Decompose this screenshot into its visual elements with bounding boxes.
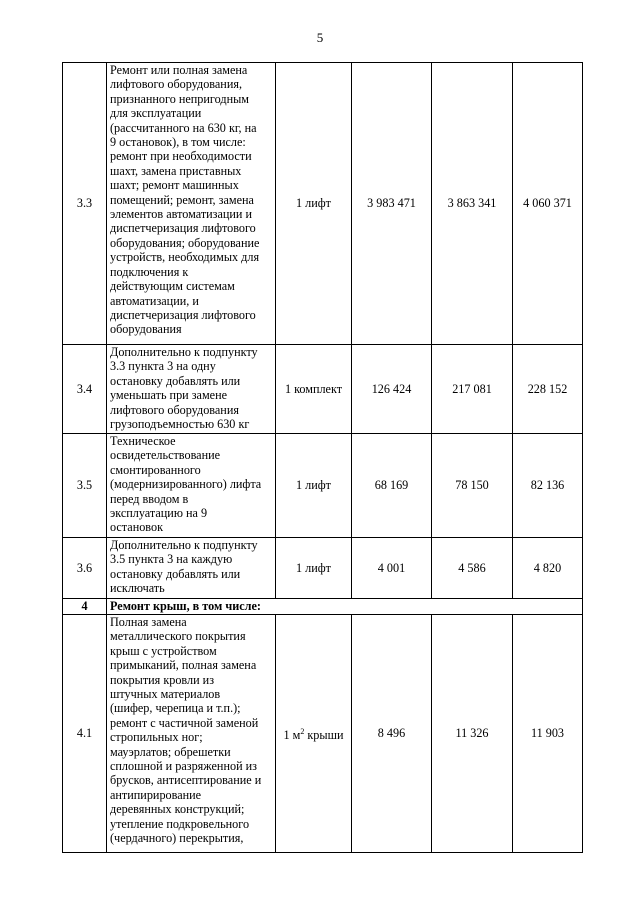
desc-line: оборудования; оборудование (110, 235, 260, 250)
desc-line: исключать (110, 581, 165, 596)
row-value-2: 217 081 (432, 345, 513, 434)
unit-suffix: крыши (304, 727, 344, 742)
desc-line: диспетчеризация лифтового (110, 221, 256, 236)
desc-line: 3.5 пункта 3 на каждую (110, 552, 233, 567)
desc-line: элементов автоматизации и (110, 207, 253, 222)
row-description (107, 63, 276, 345)
desc-line: деревянных конструкций; (110, 802, 245, 817)
section-title: Ремонт крыш, в том числе: (107, 599, 583, 615)
table-row (63, 434, 583, 538)
row-description (107, 345, 276, 434)
desc-line: шахт, замена приставных (110, 163, 242, 178)
desc-line: (шифер, черепица и т.п.); (110, 701, 241, 716)
row-unit: 1 лифт (276, 434, 352, 538)
row-value-1: 68 169 (352, 434, 432, 538)
desc-line: уменьшать при замене (110, 388, 228, 403)
desc-line: (чердачного) перекрытия, (110, 831, 244, 846)
desc-line: смонтированного (110, 462, 201, 477)
row-number: 4.1 (63, 615, 107, 853)
desc-line: оборудования (110, 322, 182, 337)
desc-line: устройств, необходимых для (110, 250, 260, 265)
row-description (107, 538, 276, 599)
desc-line: металлического покрытия (110, 629, 246, 644)
table-row (63, 63, 583, 345)
section-row (63, 599, 583, 615)
row-number: 3.5 (63, 434, 107, 538)
desc-line: перед вводом в (110, 491, 189, 506)
desc-line: остановку добавлять или (110, 373, 241, 388)
row-number: 3.6 (63, 538, 107, 599)
row-description (107, 615, 276, 853)
rates-table (62, 62, 583, 853)
desc-line: лифтового оборудования (110, 402, 239, 417)
desc-line: эксплуатацию на 9 (110, 506, 208, 521)
row-value-1: 8 496 (352, 615, 432, 853)
row-value-3: 228 152 (513, 345, 583, 434)
desc-line: шахт; ремонт машинных (110, 178, 239, 193)
row-unit: 1 лифт (276, 63, 352, 345)
section-number: 4 (63, 599, 107, 615)
desc-line: подключения к (110, 264, 189, 279)
desc-line: диспетчеризация лифтового (110, 307, 256, 322)
desc-line: сплошной и разряженной из (110, 759, 257, 774)
desc-line: штучных материалов (110, 687, 221, 702)
desc-line: автоматизации, и (110, 293, 199, 308)
row-number: 3.4 (63, 345, 107, 434)
unit-superscript: 2 (300, 726, 305, 736)
desc-line: 9 остановок), в том числе: (110, 135, 246, 150)
row-unit (276, 615, 352, 853)
desc-line: ремонт с частичной заменой (110, 715, 259, 730)
row-value-3: 11 903 (513, 615, 583, 853)
row-value-3: 4 820 (513, 538, 583, 599)
row-number: 3.3 (63, 63, 107, 345)
desc-line: Ремонт или полная замена (110, 63, 248, 77)
desc-line: примыканий, полная замена (110, 658, 257, 673)
desc-line: для эксплуатации (110, 106, 202, 121)
desc-line: 3.3 пункта 3 на одну (110, 359, 216, 374)
row-value-1: 4 001 (352, 538, 432, 599)
desc-line: брусков, антисептирование и (110, 773, 262, 788)
table-row (63, 345, 583, 434)
desc-line: ремонт при необходимости (110, 149, 252, 164)
desc-line: признанного непригодным (110, 91, 249, 106)
desc-line: Техническое (110, 434, 176, 448)
row-value-2: 4 586 (432, 538, 513, 599)
row-unit: 1 лифт (276, 538, 352, 599)
row-description (107, 434, 276, 538)
desc-line: (модернизированного) лифта (110, 477, 262, 492)
row-value-3: 82 136 (513, 434, 583, 538)
row-value-2: 3 863 341 (432, 63, 513, 345)
row-value-3: 4 060 371 (513, 63, 583, 345)
desc-line: грузоподъемностью 630 кг (110, 417, 250, 432)
desc-line: антипирирование (110, 787, 202, 802)
row-value-1: 126 424 (352, 345, 432, 434)
page-number: 5 (316, 30, 324, 45)
row-value-2: 78 150 (432, 434, 513, 538)
desc-line: лифтового оборудования, (110, 77, 243, 92)
desc-line: мауэрлатов; обрешетки (110, 744, 231, 759)
desc-line: Дополнительно к подпункту (110, 538, 258, 552)
desc-line: помещений; ремонт, замена (110, 192, 254, 207)
desc-line: утепление подкровельного (110, 816, 250, 831)
table-row (63, 538, 583, 599)
desc-line: Полная замена (110, 615, 187, 629)
desc-line: действующим системам (110, 279, 235, 294)
unit-prefix: 1 м (283, 727, 301, 742)
desc-line: освидетельствование (110, 448, 221, 463)
desc-line: Дополнительно к подпункту (110, 345, 258, 359)
desc-line: крыш с устройством (110, 643, 217, 658)
table-row (63, 615, 583, 853)
desc-line: (рассчитанного на 630 кг, на (110, 120, 257, 135)
row-value-1: 3 983 471 (352, 63, 432, 345)
row-value-2: 11 326 (432, 615, 513, 853)
desc-line: покрытия кровли из (110, 672, 215, 687)
desc-line: остановку добавлять или (110, 566, 241, 581)
desc-line: стропильных ног; (110, 730, 203, 745)
row-unit: 1 комплект (276, 345, 352, 434)
desc-line: остановок (110, 520, 163, 535)
